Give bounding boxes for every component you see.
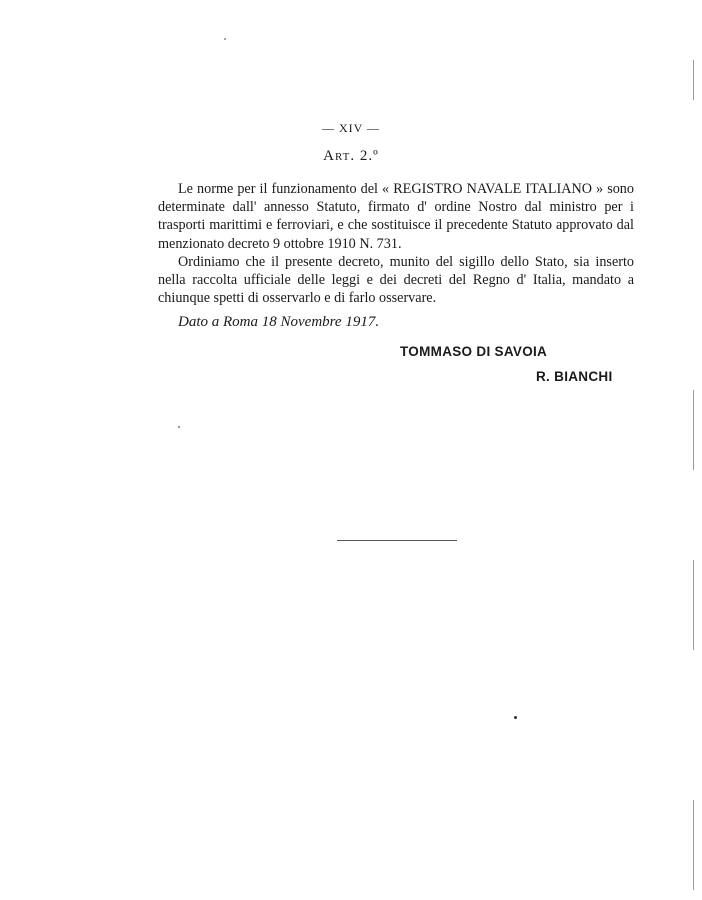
signature-r-bianchi: R. BIANCHI xyxy=(536,369,613,384)
page-number: — XIV — xyxy=(321,121,381,135)
article-body xyxy=(158,180,634,307)
scan-edge-line xyxy=(693,800,694,890)
date-place-line: Dato a Roma 18 Novembre 1917. xyxy=(178,314,380,330)
scan-speck xyxy=(514,716,517,719)
divider-rule xyxy=(337,540,457,541)
paragraph-norms: Le norme per il funzionamento del « REGISTRO NAVALE ITALIANO » sono determinate dall' annesso Statuto, firmato d' ordine Nostro dal ministro per i trasporti marittimi e ferroviari, e che sostituisce il precedente Statuto approvato dal menzionato decreto 9 ottobre 1910 N. 731. xyxy=(158,181,634,252)
scan-edge-line xyxy=(693,560,694,650)
scan-speck xyxy=(224,38,226,40)
article-heading: Art. 2.º xyxy=(323,148,379,164)
scan-edge-line xyxy=(693,60,694,100)
signature-tommaso-di-savoia: TOMMASO DI SAVOIA xyxy=(400,344,548,359)
paragraph-order: Ordiniamo che il presente decreto, munito del sigillo dello Stato, sia inserto nella raccolta ufficiale delle leggi e dei decreti del Regno d' Italia, mandato a chiunque spetti di osservarlo e di farlo osservare. xyxy=(158,253,634,307)
scan-edge-line xyxy=(693,390,694,470)
scan-speck xyxy=(178,426,180,428)
